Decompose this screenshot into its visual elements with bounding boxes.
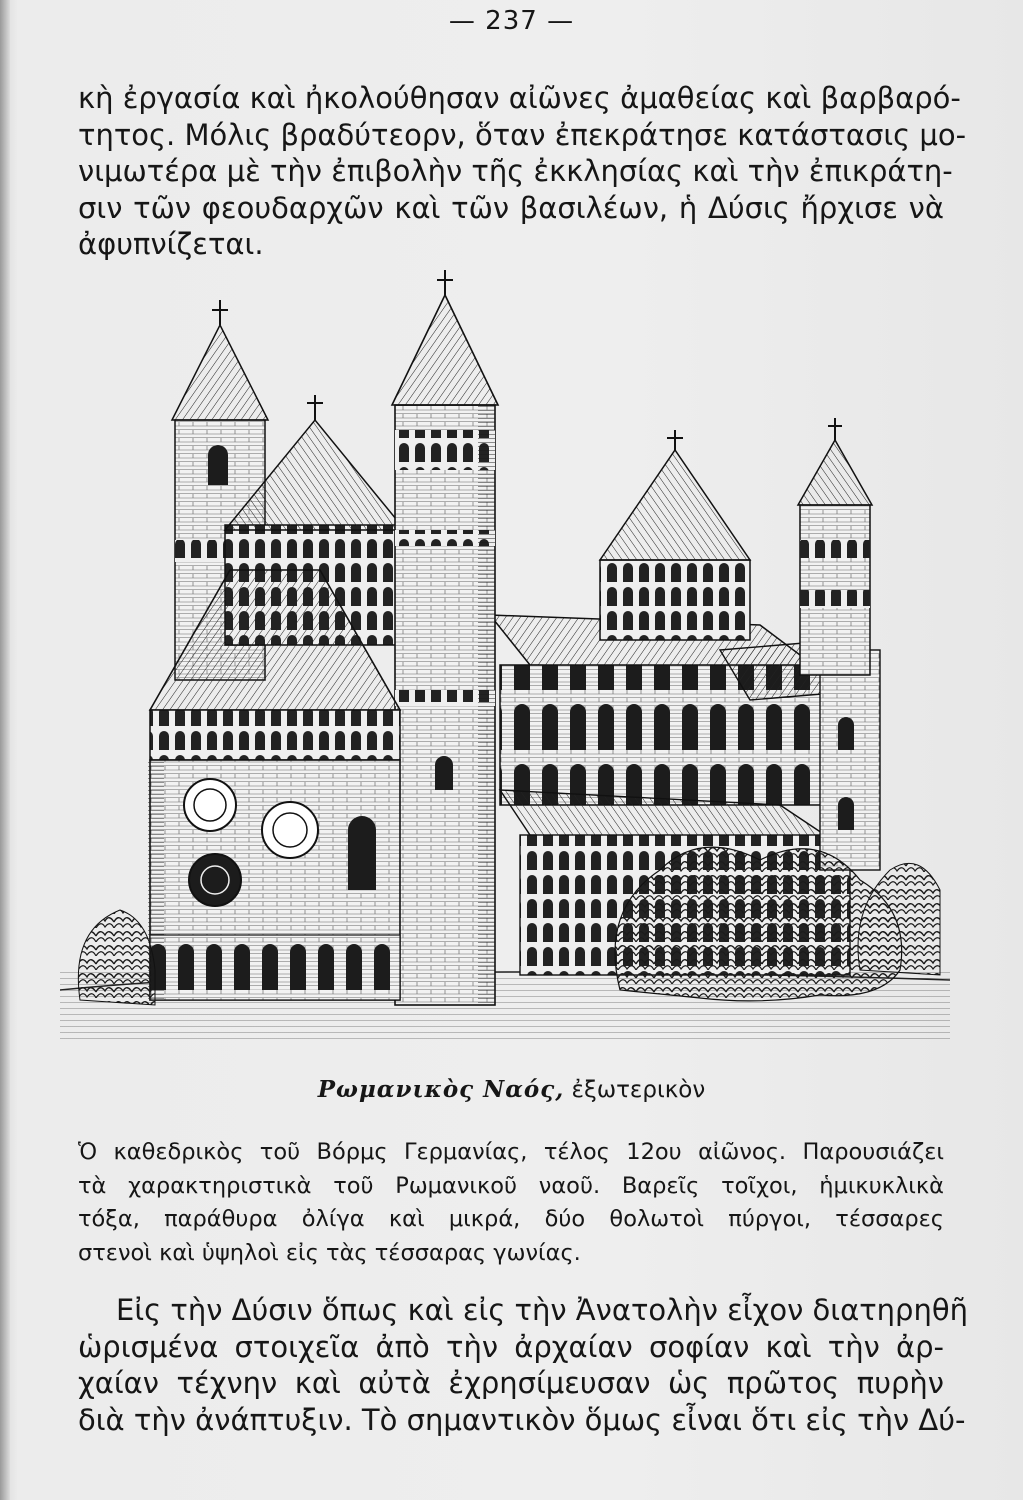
text-line: ὡρισμένα στοιχεῖα ἀπὸ τὴν ἀρχαίαν σοφίαν καὶ τὴν ἀρ-: [78, 1329, 944, 1364]
text-line: τητος. Μόλις βραδύτεορν, ὅταν ἐπεκράτησε κατάστασις μο-: [78, 117, 967, 152]
text-line: χαίαν τέχνην καὶ αὐτὰ ἐχρησίμευσαν ὡς πρῶτος πυρὴν: [78, 1366, 944, 1400]
text-line: κὴ ἐργασία καὶ ἠκολούθησαν αἰῶνες ἀμαθείας καὶ βαρβαρό-: [78, 81, 961, 115]
bottom-paragraph: [78, 1292, 968, 1438]
binding-shadow: [0, 0, 10, 1500]
page-number: — 237 —: [448, 6, 575, 36]
text-line: ἀφυπνίζεται.: [78, 227, 264, 261]
cathedral-engraving: [60, 270, 950, 1060]
text-line: Ὁ καθεδρικὸς τοῦ Βόρμς Γερμανίας, τέλος 12ου αἰῶνος. Παρουσιάζει: [78, 1139, 944, 1165]
text-line: τόξα, παράθυρα ὀλίγα καὶ μικρά, δύο θολωτοὶ πύργοι, τέσσαρες: [78, 1206, 944, 1232]
text-line: σιν τῶν φεουδαρχῶν καὶ τῶν βασιλέων, ἡ Δύσις ἤρχισε νὰ: [78, 190, 944, 225]
figure-description: [78, 1136, 944, 1270]
figure-caption: [0, 1076, 1023, 1103]
text-line: Εἰς τὴν Δύσιν ὅπως καὶ εἰς τὴν Ἀνατολὴν εἶχον διατηρηθῆ: [116, 1293, 968, 1327]
text-line: διὰ τὴν ἀνάπτυξιν. Τὸ σημαντικὸν ὅμως εἶναι ὅτι εἰς τὴν Δύ-: [78, 1402, 966, 1437]
text-line: νιμωτέρα μὲ τὴν ἐπιβολὴν τῆς ἐκκλησίας καὶ τὴν ἐπικράτη-: [78, 154, 953, 188]
caption-title: Ρωμανικὸς Ναός,: [317, 1076, 565, 1103]
text-line: στενοὶ καὶ ὑψηλοὶ εἰς τὰς τέσσαρας γωνίας.: [78, 1239, 581, 1266]
text-line: τὰ χαρακτηριστικὰ τοῦ Ρωμανικοῦ ναοῦ. Βαρεῖς τοῖχοι, ἡμικυκλικὰ: [78, 1172, 944, 1199]
caption-rest: ἐξωτερικὸν: [564, 1077, 706, 1103]
top-paragraph: [78, 80, 967, 263]
